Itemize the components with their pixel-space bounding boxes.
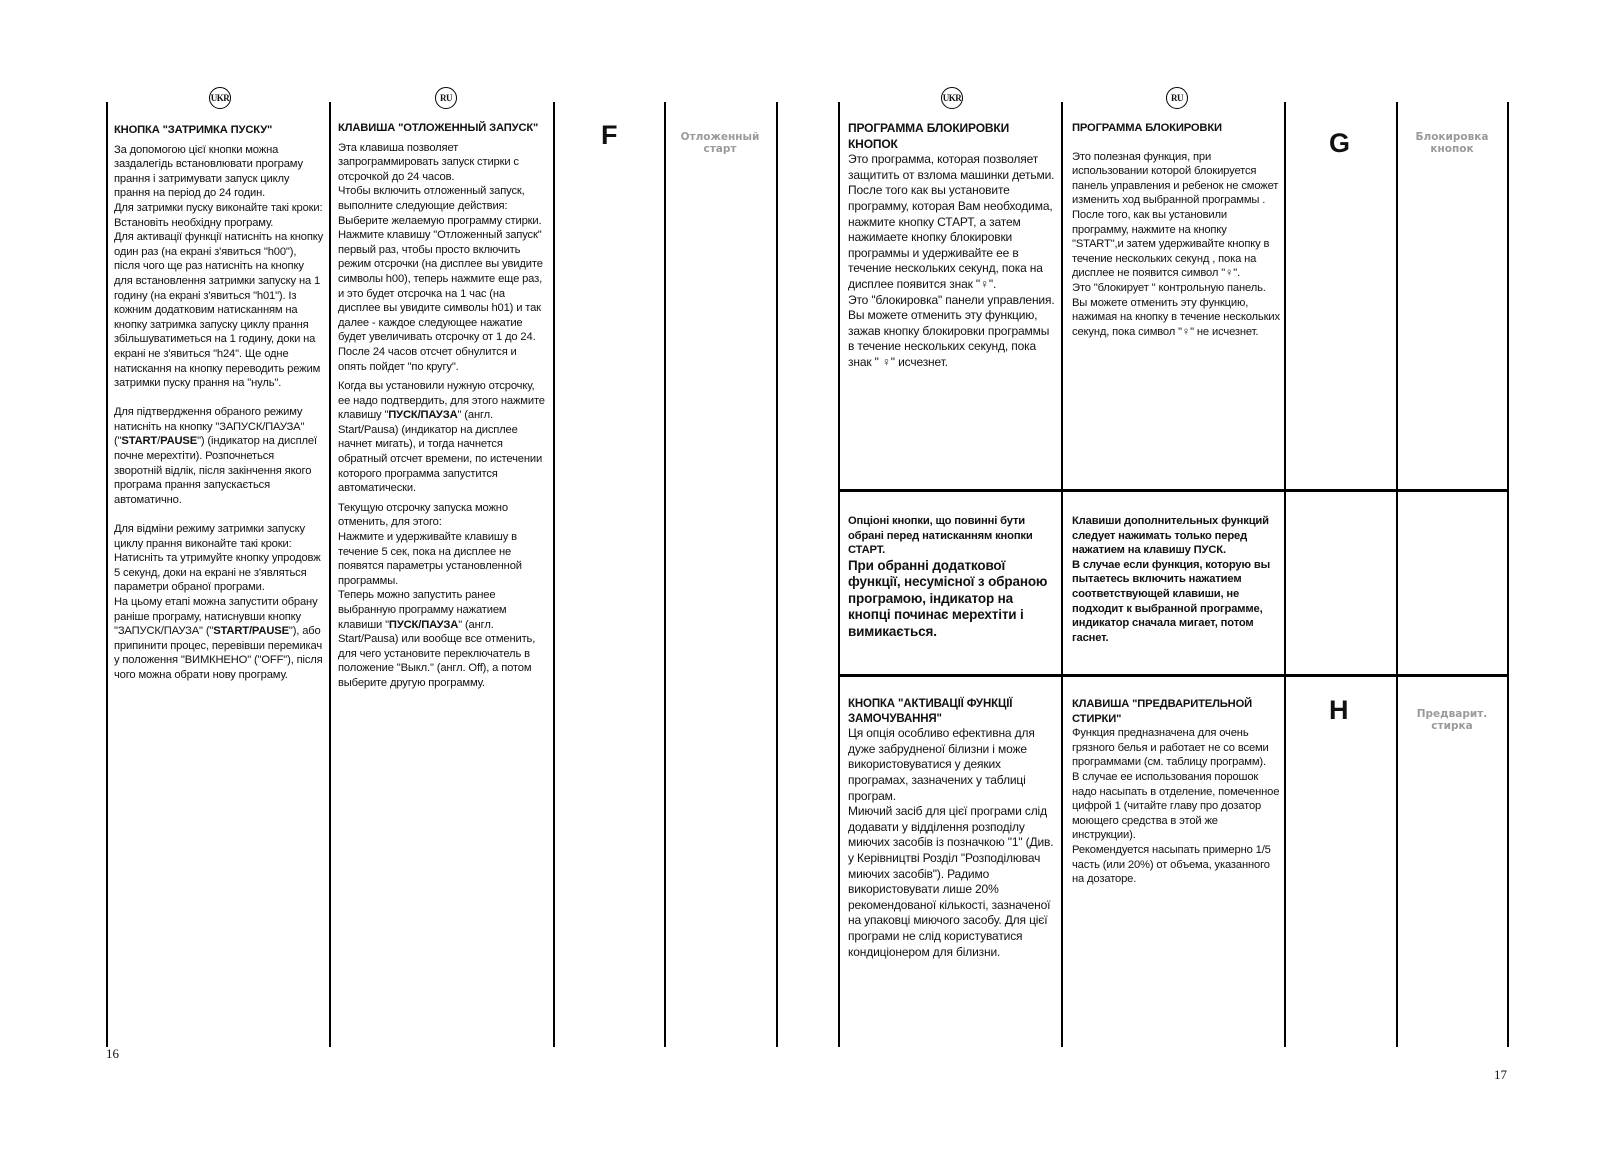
note-text: Клавиши дополнительных функций следует нажимать только перед нажатием на клавишу ПУСК. <box>1072 515 1269 557</box>
section-divider <box>839 674 1509 677</box>
note-emphasis: При обранні додаткової функції, несумісної з обраною програмою, індикатор на кнопці починає мерехтіти і вимикається. <box>848 557 1048 639</box>
paragraph: Рекомендуется насыпать примерно 1/5 часть (или 20%) от объема, указанного на дозаторе. <box>1072 843 1271 886</box>
column-rule <box>1507 102 1509 1047</box>
paragraph: Нажмите и удерживайте клавишу в течение 5 сек, пока на дисплее не появятся параметры установленной программы. <box>338 531 522 587</box>
note-text: Опціоні кнопки, що повинні бути обрані перед натисканням кнопки СТАРТ. <box>848 515 1033 557</box>
ru-child-lock-section <box>1072 121 1280 339</box>
ru-badge-left: RU <box>435 87 457 109</box>
column-rule <box>329 102 331 1047</box>
side-label-delay-start: Отложенный старт <box>680 131 760 155</box>
ru-badge-right: RU <box>1166 87 1188 109</box>
column-rule <box>1284 102 1286 1047</box>
ukr-child-lock-section <box>848 121 1056 371</box>
paragraph: Теперь можно запустить ранее выбранную программу нажатием клавиши "ПУСК/ПАУЗА" (англ. Start/Pausa) или вообще все отменить, для чего установите переключатель в положение "Выкл." (англ. Off), а потом выберите другую программу. <box>338 589 536 689</box>
column-rule <box>776 102 778 1047</box>
ru-prewash-section <box>1072 697 1280 887</box>
section-letter-h: H <box>1329 695 1349 725</box>
side-label-child-lock: Блокировка кнопок <box>1415 131 1489 155</box>
ru-delay-start-section <box>338 121 548 691</box>
paragraph: После того как вы установите программу, которая Вам необходима, нажмите кнопку СТАРТ, а затем нажимаете кнопку блокировки программы и удерживайте ее в течение нескольких секунд, пока на дисплее появится знак "♀". <box>848 183 1053 291</box>
paragraph: Это "блокировка" панели управления. <box>848 292 1055 307</box>
paragraph: После того, как вы установили программу, нажмите на кнопку "START",и затем удерживайте кнопку в течение нескольких секунд , пока на дисплее не появится символ "♀". <box>1072 208 1270 280</box>
paragraph: На цьому етапі можна запустити обрану раніше програму, натиснувши кнопку "ЗАПУСК/ПАУЗА" ("START/PAUSE"), або припинити процес, перевівши перемикач у положення "ВИМКНЕНО" ("OFF"), після чого можна обрати нову програму. <box>114 596 323 681</box>
page-number-left: 16 <box>106 1046 119 1061</box>
note-text: В случае если функция, которую вы пытаетесь включить нажатием соответствующей клавиши, не подходит к выбранной программе, индикатор сначала мигает, потом гаснет. <box>1072 558 1270 644</box>
column-rule <box>553 102 555 1047</box>
paragraph: Миючий засіб для цієї програми слід додавати у відділення розподілу миючих засобів із позначкою "1" (Див. у Керівництві Розділ "Розподілювач миючих засобів"). Радимо використовувати лише 20% рекомендованої кількості, зазначеної на упаковці миючого засобу. Для цієї програми не слід користуватися кондиціонером для білизни. <box>848 804 1054 959</box>
ukr-delay-start-section <box>114 123 324 683</box>
ru-option-note <box>1072 514 1280 645</box>
paragraph: Для затримки пуску виконайте такі кроки: <box>114 201 323 214</box>
ukr-badge-right: UKR <box>941 87 963 109</box>
paragraph: Встановіть необхідну програму. <box>114 216 274 229</box>
paragraph: Ця опція особливо ефективна для дуже забрудненої білизни і може використовуватися у деяких програмах, зазначених у таблиці програм. <box>848 726 1035 803</box>
column-rule <box>838 102 840 1047</box>
ukr-prewash-section <box>848 697 1058 960</box>
column-rule <box>1061 102 1063 1047</box>
section-title: КЛАВИША "ОТЛОЖЕННЫЙ ЗАПУСК" <box>338 122 539 134</box>
paragraph: Вы можете отменить эту функцию, зажав кнопку блокировки программы в течение нескольких секунд, пока знак " ♀" исчезнет. <box>848 308 1050 369</box>
section-title: КНОПКА "ЗАТРИМКА ПУСКУ" <box>114 124 273 136</box>
paragraph: Когда вы установили нужную отсрочку, ее надо подтвердить, для этого нажмите клавишу "ПУСК/ПАУЗА" (англ. Start/Pausa) (индикатор на дисплее начнет мигать), и тогда начнется обратный отсчет времени, по истечении которого программа запустится автоматически. <box>338 380 545 495</box>
paragraph: Для підтвердження обраного режиму натисніть на кнопку "ЗАПУСК/ПАУЗА" ("START/PAUSE") (індикатор на дисплеї почне мерехтіти). Розпочнеться зворотній відлік, після закінчення якого програма прання запускається автоматично. <box>114 406 317 506</box>
section-title: ПРОГРАММА БЛОКИРОВКИ <box>1072 122 1222 134</box>
paragraph: Текущую отсрочку запуска можно отменить, для этого: <box>338 501 508 529</box>
column-rule <box>1396 102 1398 1047</box>
paragraph: Для активації функції натисніть на кнопку один раз (на екрані з'явиться "h00"), після чого ще раз натисніть на кнопку для встановлення затримки запуску на 1 годину (на екрані з'явиться "h01"). Із кожним додатковим натисканням на кнопку затримка запуску циклу прання збільшуватиметься на 1 годину, доки на екрані не з'явиться "h24". Ще одне натискання на кнопку переводить режим затримки пуску прання на "нуль". <box>114 231 324 390</box>
paragraph: Нажмите клавишу "Отложенный запуск" первый раз, чтобы просто включить режим отсрочки (на дисплее вы увидите символы h00), теперь нажмите еще раз, и это будет отсрочка на 1 час (на дисплее вы увидите символы h01) и так далее - каждое следующее нажатие будет увеличивать отсрочку от 1 до 24. После 24 часов отсчет обнулится и опять пойдет "по кругу". <box>338 229 543 373</box>
paragraph: За допомогою цієї кнопки можна заздалегідь встановлювати програму прання і затримувати запуск циклу прання на період до 24 годин. <box>114 143 303 200</box>
paragraph: В случае ее использования порошок надо насыпать в отделение, помеченное цифрой 1 (читайте главу про дозатор моющего средства в этой же инструкции). <box>1072 770 1280 842</box>
paragraph: Это "блокирует " контрольную панель. <box>1072 281 1266 294</box>
paragraph: Вы можете отменить эту функцию, нажимая на кнопку в течение нескольких секунд, пока символ "♀" не исчезнет. <box>1072 296 1280 338</box>
section-letter-g: G <box>1329 128 1351 158</box>
ukr-option-note <box>848 514 1056 640</box>
paragraph: Выберите желаемую программу стирки. <box>338 214 542 227</box>
section-letter-f: F <box>601 120 618 150</box>
section-title: КЛАВИША "ПРЕДВАРИТЕЛЬНОЙ СТИРКИ" <box>1072 698 1253 725</box>
paragraph: Это полезная функция, при использовании которой блокируется панель управления и ребенок не сможет изменить ход выбранной программы . <box>1072 150 1279 207</box>
column-rule <box>106 102 108 1047</box>
side-label-prewash: Предварит. стирка <box>1416 708 1488 732</box>
paragraph: Эта клавиша позволяет запрограммировать запуск стирки с отсрочкой до 24 часов. <box>338 141 519 183</box>
column-rule <box>664 102 666 1047</box>
page-number-right: 17 <box>1494 1067 1507 1082</box>
paragraph: Функция предназначена для очень грязного белья и работает не со всеми программами (см. таблицу программ). <box>1072 727 1269 769</box>
section-divider <box>839 489 1509 492</box>
paragraph: Это программа, которая позволяет защитить от взлома машинки детьми. <box>848 152 1055 182</box>
paragraph: Для відміни режиму затримки запуску циклу прання виконайте такі кроки: <box>114 523 305 550</box>
section-title: ПРОГРАММА БЛОКИРОВКИ КНОПОК <box>848 121 1010 151</box>
section-title: КНОПКА "АКТИВАЦІЇ ФУНКЦІЇ ЗАМОЧУВАННЯ" <box>848 698 1013 725</box>
paragraph: Натисніть та утримуйте кнопку упродовж 5 секунд, доки на екрані не з'являться параметри обраної програми. <box>114 552 321 594</box>
ukr-badge-left: UKR <box>209 87 231 109</box>
paragraph: Чтобы включить отложенный запуск, выполните следующие действия: <box>338 185 525 212</box>
